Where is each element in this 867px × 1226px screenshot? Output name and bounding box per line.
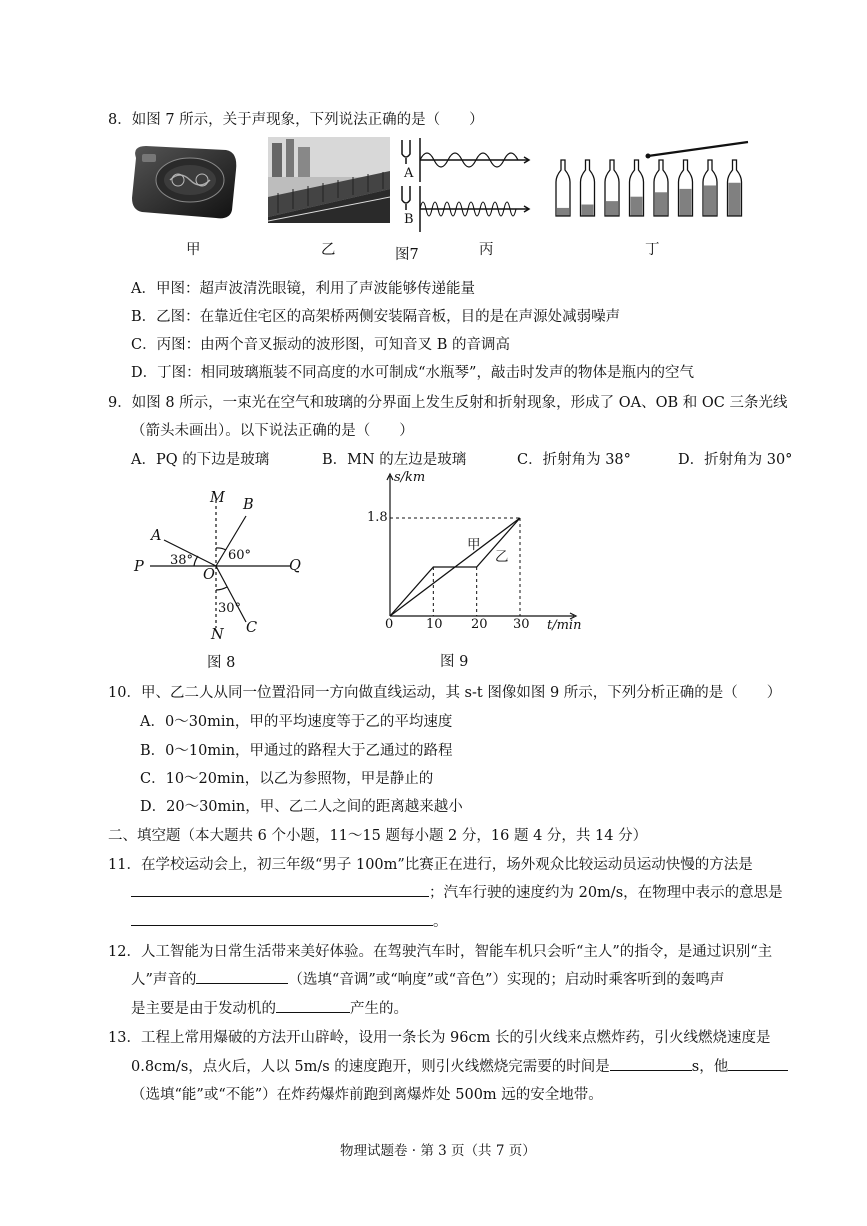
page-footer: 物理试题卷 · 第 3 页（共 7 页） [340, 1143, 536, 1159]
q9-option-c: C．折射角为 38° [517, 452, 631, 468]
bottle [581, 160, 595, 216]
fig8-angle-38: 38° [170, 553, 194, 568]
fig9-xlabel: t/min [547, 618, 582, 633]
bottle [556, 160, 570, 216]
q11-line3: 。 [131, 910, 448, 931]
q10-stem: 10．甲、乙二人从同一位置沿同一方向做直线运动，其 s-t 图像如图 9 所示，下列分析正确的是（ ） [108, 685, 782, 701]
fig7-bing-image [396, 130, 534, 234]
fig8-label-p: P [134, 559, 144, 575]
q11-blank-1[interactable] [131, 895, 429, 897]
fig8-angle-30: 30° [218, 601, 242, 616]
fig8-label-n: N [211, 627, 224, 643]
fig7-label-b: B [404, 212, 414, 227]
section-2-heading: 二、填空题（本大题共 6 个小题，11～15 题每小题 2 分，16 题 4 分，共 14 分） [108, 828, 648, 844]
q9-stem-line2: （箭头未画出）。以下说法正确的是（ ） [131, 423, 414, 439]
bottle [654, 160, 668, 216]
q10-option-d: D．20～30min，甲、乙二人之间的距离越来越小 [140, 799, 463, 815]
q10-option-a: A．0～30min，甲的平均速度等于乙的平均速度 [140, 714, 453, 730]
fig7-jia-label: 甲 [186, 242, 201, 258]
fig7-jia-image [128, 140, 240, 222]
q11-line1: 11．在学校运动会上，初三年级“男子 100m”比赛正在进行，场外观众比较运动员运动快慢的方法是 [108, 857, 753, 873]
q13-blank-1[interactable] [610, 1069, 692, 1071]
bottle [679, 160, 693, 216]
fig9-ylabel: s/km [394, 470, 426, 485]
fig7-yi-image [268, 137, 390, 223]
fig8-label-c: C [246, 620, 258, 636]
q13-line2: 0.8cm/s，点火后，人以 5m/s 的速度跑开，则引火线燃烧完需要的时间是 s，他 [131, 1055, 788, 1076]
fig8-label-o: O [203, 567, 215, 583]
q12-line1: 12．人工智能为日常生活带来美好体验。在驾驶汽车时，智能车机只会听“主人”的指令，是通过识别“主 [108, 944, 773, 960]
q12-line3: 是主要是由于发动机的 产生的。 [131, 1001, 408, 1017]
q13-line3: （选填“能”或“不能”）在炸药爆炸前跑到离爆炸处 500m 远的安全地带。 [131, 1087, 603, 1103]
fig7-yi-label: 乙 [321, 242, 336, 258]
q9-stem-line1: 9．如图 8 所示，一束光在空气和玻璃的分界面上发生反射和折射现象，形成了 OA、OB 和 OC 三条光线 [108, 395, 788, 411]
fig8-label-q: Q [289, 558, 301, 574]
fig8-label-b: B [243, 497, 254, 513]
fig9-xtick-0: 0 [385, 617, 394, 632]
q9-option-d: D．折射角为 30° [678, 452, 793, 468]
q12-blank-2[interactable] [276, 1011, 350, 1013]
q8-stem: 8．如图 7 所示，关于声现象，下列说法正确的是（ ） [108, 112, 484, 128]
q8-option-c: C．丙图：由两个音叉振动的波形图，可知音叉 B 的音调高 [131, 337, 510, 353]
fig9-xtick-30: 30 [513, 617, 530, 632]
fig7-caption: 图7 [395, 247, 419, 263]
fig9-xtick-20: 20 [471, 617, 488, 632]
q13-line1: 13．工程上常用爆破的方法开山辟岭，设用一条长为 96cm 长的引火线来点燃炸药，引火线燃烧速度是 [108, 1030, 771, 1046]
fig7-label-a: A [404, 166, 414, 181]
fig8-label-m: M [210, 490, 225, 506]
q13-blank-2[interactable] [728, 1069, 788, 1071]
q8-option-a: A．甲图：超声波清洗眼镜，利用了声波能够传递能量 [131, 281, 475, 297]
fig9-label-yi: 乙 [495, 549, 509, 565]
q9-option-a: A．PQ 的下边是玻璃 [131, 452, 270, 468]
top-fragment [118, 0, 238, 4]
q12-line2: 人”声音的 （选填“音调”或“响度”或“音色”）实现的；启动时乘客听到的轰鸣声 [131, 972, 725, 988]
q10-option-c: C．10～20min，以乙为参照物，甲是静止的 [140, 771, 434, 787]
fig8-caption: 图 8 [207, 655, 236, 671]
fig9-xtick-10: 10 [426, 617, 443, 632]
fig8-label-a: A [151, 528, 162, 544]
bottle [703, 160, 717, 216]
fig9-label-jia: 甲 [467, 537, 481, 553]
fig9-ytick: 1.8 [367, 510, 388, 525]
q11-line2: ；汽车行驶的速度约为 20m/s，在物理中表示的意思是 [131, 881, 783, 902]
q10-option-b: B．0～10min，甲通过的路程大于乙通过的路程 [140, 743, 453, 759]
q9-option-b: B．MN 的左边是玻璃 [322, 452, 467, 468]
q11-blank-2[interactable] [131, 924, 433, 926]
q8-option-d: D．丁图：相同玻璃瓶装不同高度的水可制成“水瓶琴”，敲击时发声的物体是瓶内的空气 [131, 365, 694, 381]
q12-blank-1[interactable] [196, 982, 288, 984]
fig8-angle-60: 60° [228, 548, 252, 563]
q8-option-b: B．乙图：在靠近住宅区的高架桥两侧安装隔音板，目的是在声源处减弱噪声 [131, 309, 621, 325]
bottle [605, 160, 619, 216]
fig7-ding-label: 丁 [645, 242, 660, 258]
fig9-caption: 图 9 [440, 654, 469, 670]
bottle [630, 160, 644, 216]
bottle [728, 160, 742, 216]
fig7-ding-image [552, 136, 752, 222]
fig7-bing-label: 丙 [479, 242, 494, 258]
